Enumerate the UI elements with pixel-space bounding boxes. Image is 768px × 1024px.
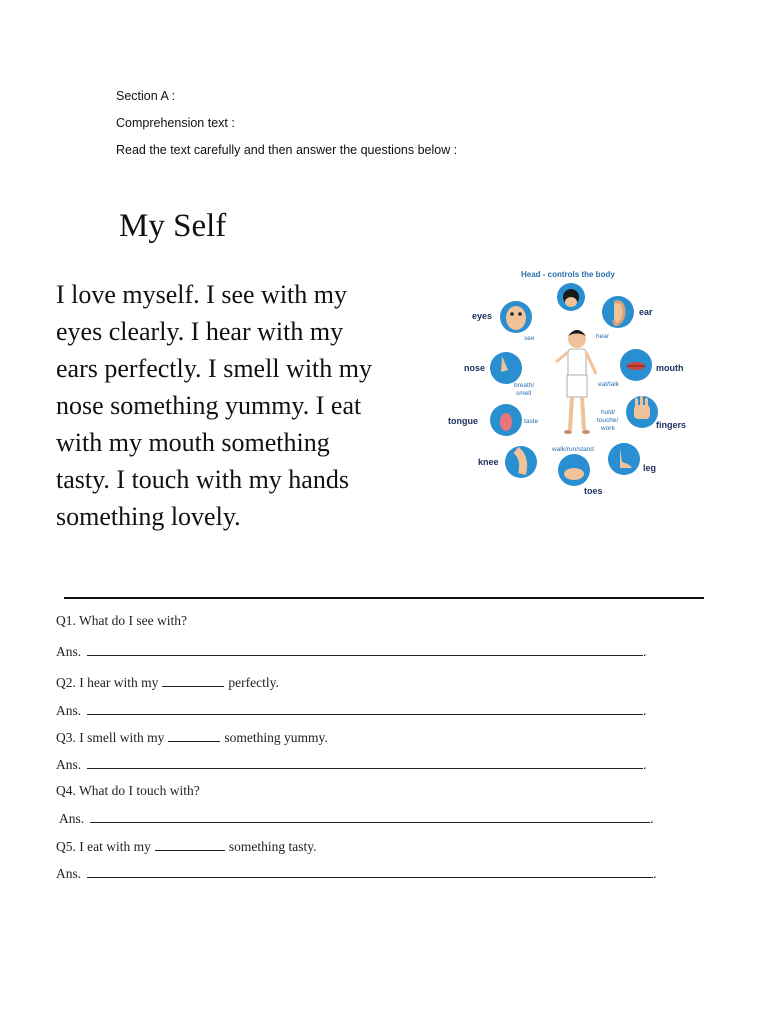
answer-end: .	[643, 757, 647, 772]
answer-5-row	[56, 865, 657, 882]
answer-end: .	[653, 866, 657, 881]
answer-label: Ans.	[56, 644, 82, 659]
answer-3-input[interactable]	[87, 756, 643, 769]
question-2-blank[interactable]	[162, 674, 224, 687]
question-1: Q1. What do I see with?	[56, 613, 187, 628]
fingers-circle-icon	[626, 396, 658, 428]
question-3-blank[interactable]	[168, 729, 220, 742]
answer-1-input[interactable]	[87, 643, 643, 656]
label-knee: knee	[478, 457, 499, 467]
label-nose: nose	[464, 363, 486, 373]
section-divider	[64, 597, 704, 599]
tongue-circle-icon	[490, 404, 522, 436]
question-3-pre: Q3. I smell with my	[56, 730, 165, 745]
answer-1-row	[56, 643, 647, 660]
label-fingers: fingers	[656, 420, 687, 430]
caption-smell: smell	[516, 390, 532, 397]
body-parts-diagram	[446, 262, 706, 502]
caption-hear: hear	[596, 333, 610, 340]
paragraph-line: something lovely.	[56, 502, 241, 531]
question-5	[56, 838, 316, 855]
answer-end: .	[643, 644, 647, 659]
comprehension-paragraph	[56, 276, 446, 535]
label-mouth: mouth	[656, 363, 684, 373]
question-4: Q4. What do I touch with?	[56, 783, 200, 798]
answer-2-input[interactable]	[87, 702, 643, 715]
answer-4-row	[59, 810, 654, 827]
knee-circle-icon	[505, 446, 537, 478]
label-ear: ear	[639, 307, 653, 317]
ear-circle-icon	[602, 296, 634, 328]
label-leg: leg	[643, 463, 657, 473]
caption-touch: touche/	[597, 417, 619, 424]
caption-taste: taste	[524, 418, 539, 425]
answer-3-row	[56, 756, 647, 773]
caption-hold: hold/	[601, 409, 616, 416]
paragraph-line: ears perfectly. I smell with my	[56, 354, 372, 383]
toes-circle-icon	[558, 454, 590, 486]
page-title: My Self	[119, 208, 227, 244]
paragraph-line: tasty. I touch with my hands	[56, 465, 349, 494]
question-5-pre: Q5. I eat with my	[56, 839, 151, 854]
comprehension-label: Comprehension text :	[116, 116, 235, 130]
instruction-text: Read the text carefully and then answer the questions below :	[116, 143, 458, 157]
head-circle-icon	[557, 283, 585, 311]
caption-breath: breath/	[514, 382, 535, 389]
question-3-post: something yummy.	[224, 730, 328, 745]
answer-end: .	[650, 811, 654, 826]
answer-label: Ans.	[56, 757, 82, 772]
label-tongue: tongue	[448, 416, 478, 426]
diagram-title: Head - controls the body	[521, 270, 615, 279]
paragraph-line: I love myself. I see with my	[56, 280, 347, 309]
answer-2-row	[56, 702, 647, 719]
question-2-post: perfectly.	[228, 675, 279, 690]
question-3	[56, 729, 328, 746]
answer-label: Ans.	[56, 703, 82, 718]
caption-eattalk: eat/talk	[598, 381, 619, 388]
answer-end: .	[643, 703, 647, 718]
answer-label: Ans.	[56, 866, 82, 881]
section-label: Section A :	[116, 89, 176, 103]
paragraph-line: nose something yummy. I eat	[56, 391, 362, 420]
answer-label: Ans.	[59, 811, 85, 826]
paragraph-line: with my mouth something	[56, 428, 330, 457]
caption-work: work	[601, 425, 615, 432]
nose-circle-icon	[490, 352, 522, 384]
question-5-blank[interactable]	[155, 838, 225, 851]
eyes-circle-icon	[500, 301, 532, 333]
foot-circle-icon	[608, 443, 640, 475]
caption-walk: walk/run/stand	[552, 446, 594, 453]
mouth-circle-icon	[620, 349, 652, 381]
label-eyes: eyes	[472, 311, 493, 321]
question-2	[56, 674, 279, 691]
answer-5-input[interactable]	[87, 865, 653, 878]
answer-4-input[interactable]	[90, 810, 650, 823]
paragraph-line: eyes clearly. I hear with my	[56, 317, 344, 346]
label-toes: toes	[584, 486, 603, 496]
caption-see: see	[524, 335, 535, 342]
question-5-post: something tasty.	[228, 839, 317, 854]
question-2-pre: Q2. I hear with my	[56, 675, 159, 690]
boy-illustration-icon	[556, 330, 596, 434]
